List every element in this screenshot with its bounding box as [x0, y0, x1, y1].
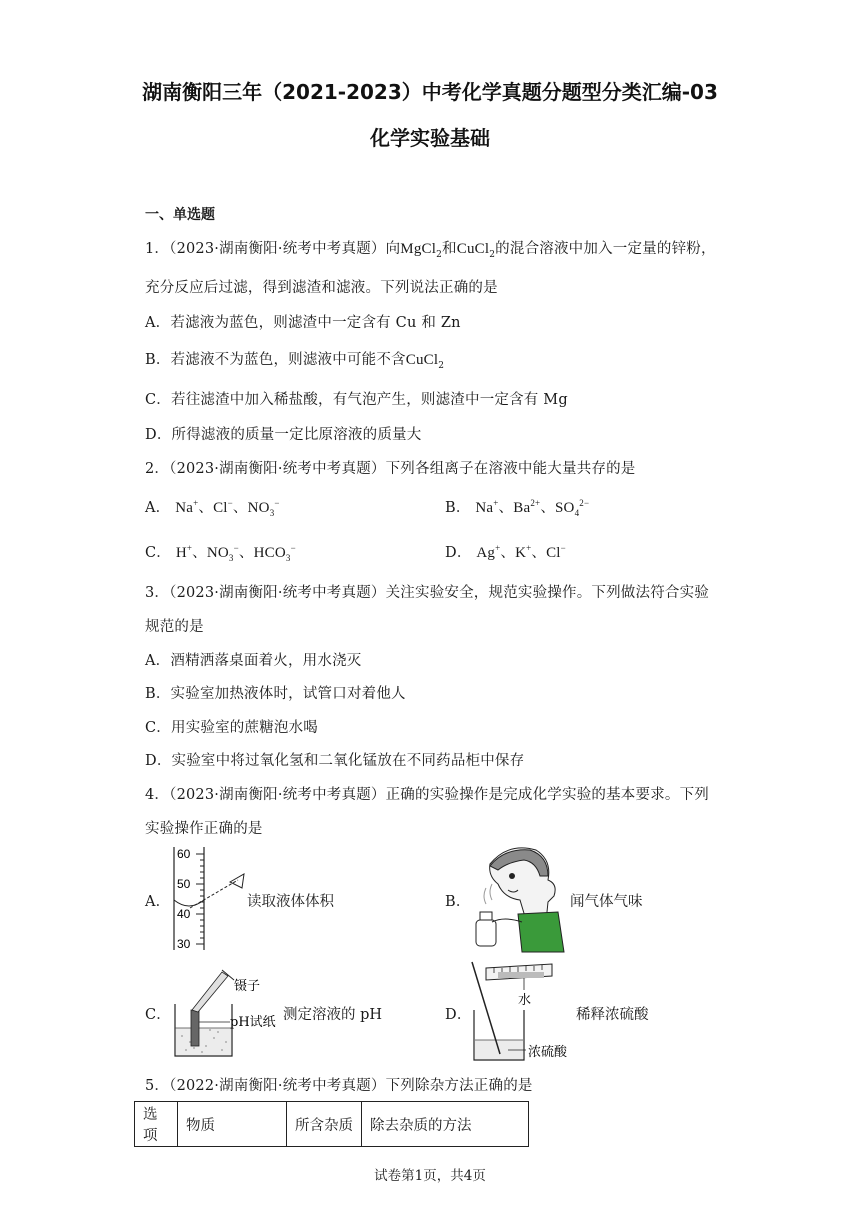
q4-stem-line2: 实验操作正确的是	[145, 821, 263, 837]
q5-options-table	[134, 1101, 529, 1147]
q2-option-c: C． H+、$NO_3^-$、$HCO_3^-$	[145, 543, 296, 563]
q4-option-b-label: B．	[445, 894, 471, 910]
page-title: 湖南衡阳三年（2021-2023）中考化学真题分题型分类汇编-03	[142, 80, 718, 104]
q4-option-a-label: A．	[145, 894, 171, 910]
q2-option-b: B． Na+、$Ba^{2+}$、$SO_4^{2-}$	[445, 498, 590, 518]
tweezers-label: 镊子	[234, 979, 261, 994]
q4-option-c-label: C．	[145, 1007, 171, 1023]
q4-option-c-caption: 测定溶液的 pH	[283, 1007, 383, 1023]
graduated-cylinder-figure	[160, 842, 260, 952]
dilute-acid-figure	[468, 958, 580, 1066]
q3-option-c: C．用实验室的蔗糖泡水喝	[145, 720, 318, 736]
q1-option-b: B．若滤液不为蓝色，则滤液中可能不含CuCl$_2$	[145, 352, 445, 371]
q2-option-d: D． Ag+、K+、Cl−	[445, 543, 566, 561]
q4-option-b-caption: 闻气体气味	[570, 894, 643, 910]
tick-label-40: 40	[177, 907, 191, 921]
q1-option-a: A．若滤液为蓝色，则滤渣中一定含有 Cu 和 Zn	[145, 315, 461, 331]
table-header-cell: 所含杂质	[287, 1102, 362, 1147]
water-label: 水	[518, 993, 532, 1008]
acid-label: 浓硫酸	[528, 1045, 568, 1060]
ph-test-figure	[172, 966, 284, 1060]
q3-option-b: B．实验室加热液体时，试管口对着他人	[145, 686, 406, 702]
tick-label-60: 60	[177, 847, 191, 861]
q4-option-d-caption: 稀释浓硫酸	[576, 1007, 649, 1023]
page-subtitle: 化学实验基础	[370, 126, 490, 150]
q4-option-d-label: D．	[445, 1007, 472, 1023]
q3-stem-line2: 规范的是	[145, 619, 204, 635]
q5-stem: 5．（2022·湖南衡阳·统考中考真题）下列除杂方法正确的是	[145, 1078, 533, 1094]
q2-option-a: A． Na+、Cl−、$NO_3^-$	[145, 498, 280, 518]
page-footer: 试卷第1页，共4页	[374, 1168, 486, 1184]
q1-option-d: D．所得滤液的质量一定比原溶液的质量大	[145, 427, 422, 443]
tick-label-50: 50	[177, 877, 191, 891]
table-header-cell: 物质	[178, 1102, 287, 1147]
tick-label-30: 30	[177, 937, 191, 951]
table-row	[135, 1102, 529, 1147]
smelling-gas-figure	[468, 840, 568, 955]
q3-option-d: D．实验室中将过氧化氢和二氧化锰放在不同药品柜中保存	[145, 753, 525, 769]
q4-option-a-caption: 读取液体体积	[247, 894, 334, 910]
q3-stem-line1: 3．（2023·湖南衡阳·统考中考真题）关注实验安全，规范实验操作。下列做法符合实验	[145, 585, 709, 601]
table-header-cell: 选项	[135, 1102, 178, 1147]
table-header-cell: 除去杂质的方法	[362, 1102, 529, 1147]
q4-stem-line1: 4．（2023·湖南衡阳·统考中考真题）正确的实验操作是完成化学实验的基本要求。下列	[145, 787, 709, 803]
ph-paper-label: pH试纸	[230, 1015, 276, 1030]
q1-stem-line2: 充分反应后过滤，得到滤渣和滤液。下列说法正确的是	[145, 280, 498, 296]
section-heading: 一、单选题	[145, 207, 215, 223]
q1-option-c: C．若往滤渣中加入稀盐酸，有气泡产生，则滤渣中一定含有 Mg	[145, 392, 568, 408]
q1-stem-line1: 1．（2023·湖南衡阳·统考中考真题）向MgCl$_2$和CuCl$_2$的混合溶液中加入一定量的锌粉，	[145, 241, 716, 260]
q3-option-a: A．酒精洒落桌面着火，用水浇灭	[145, 653, 362, 669]
q2-stem: 2．（2023·湖南衡阳·统考中考真题）下列各组离子在溶液中能大量共存的是	[145, 461, 636, 477]
